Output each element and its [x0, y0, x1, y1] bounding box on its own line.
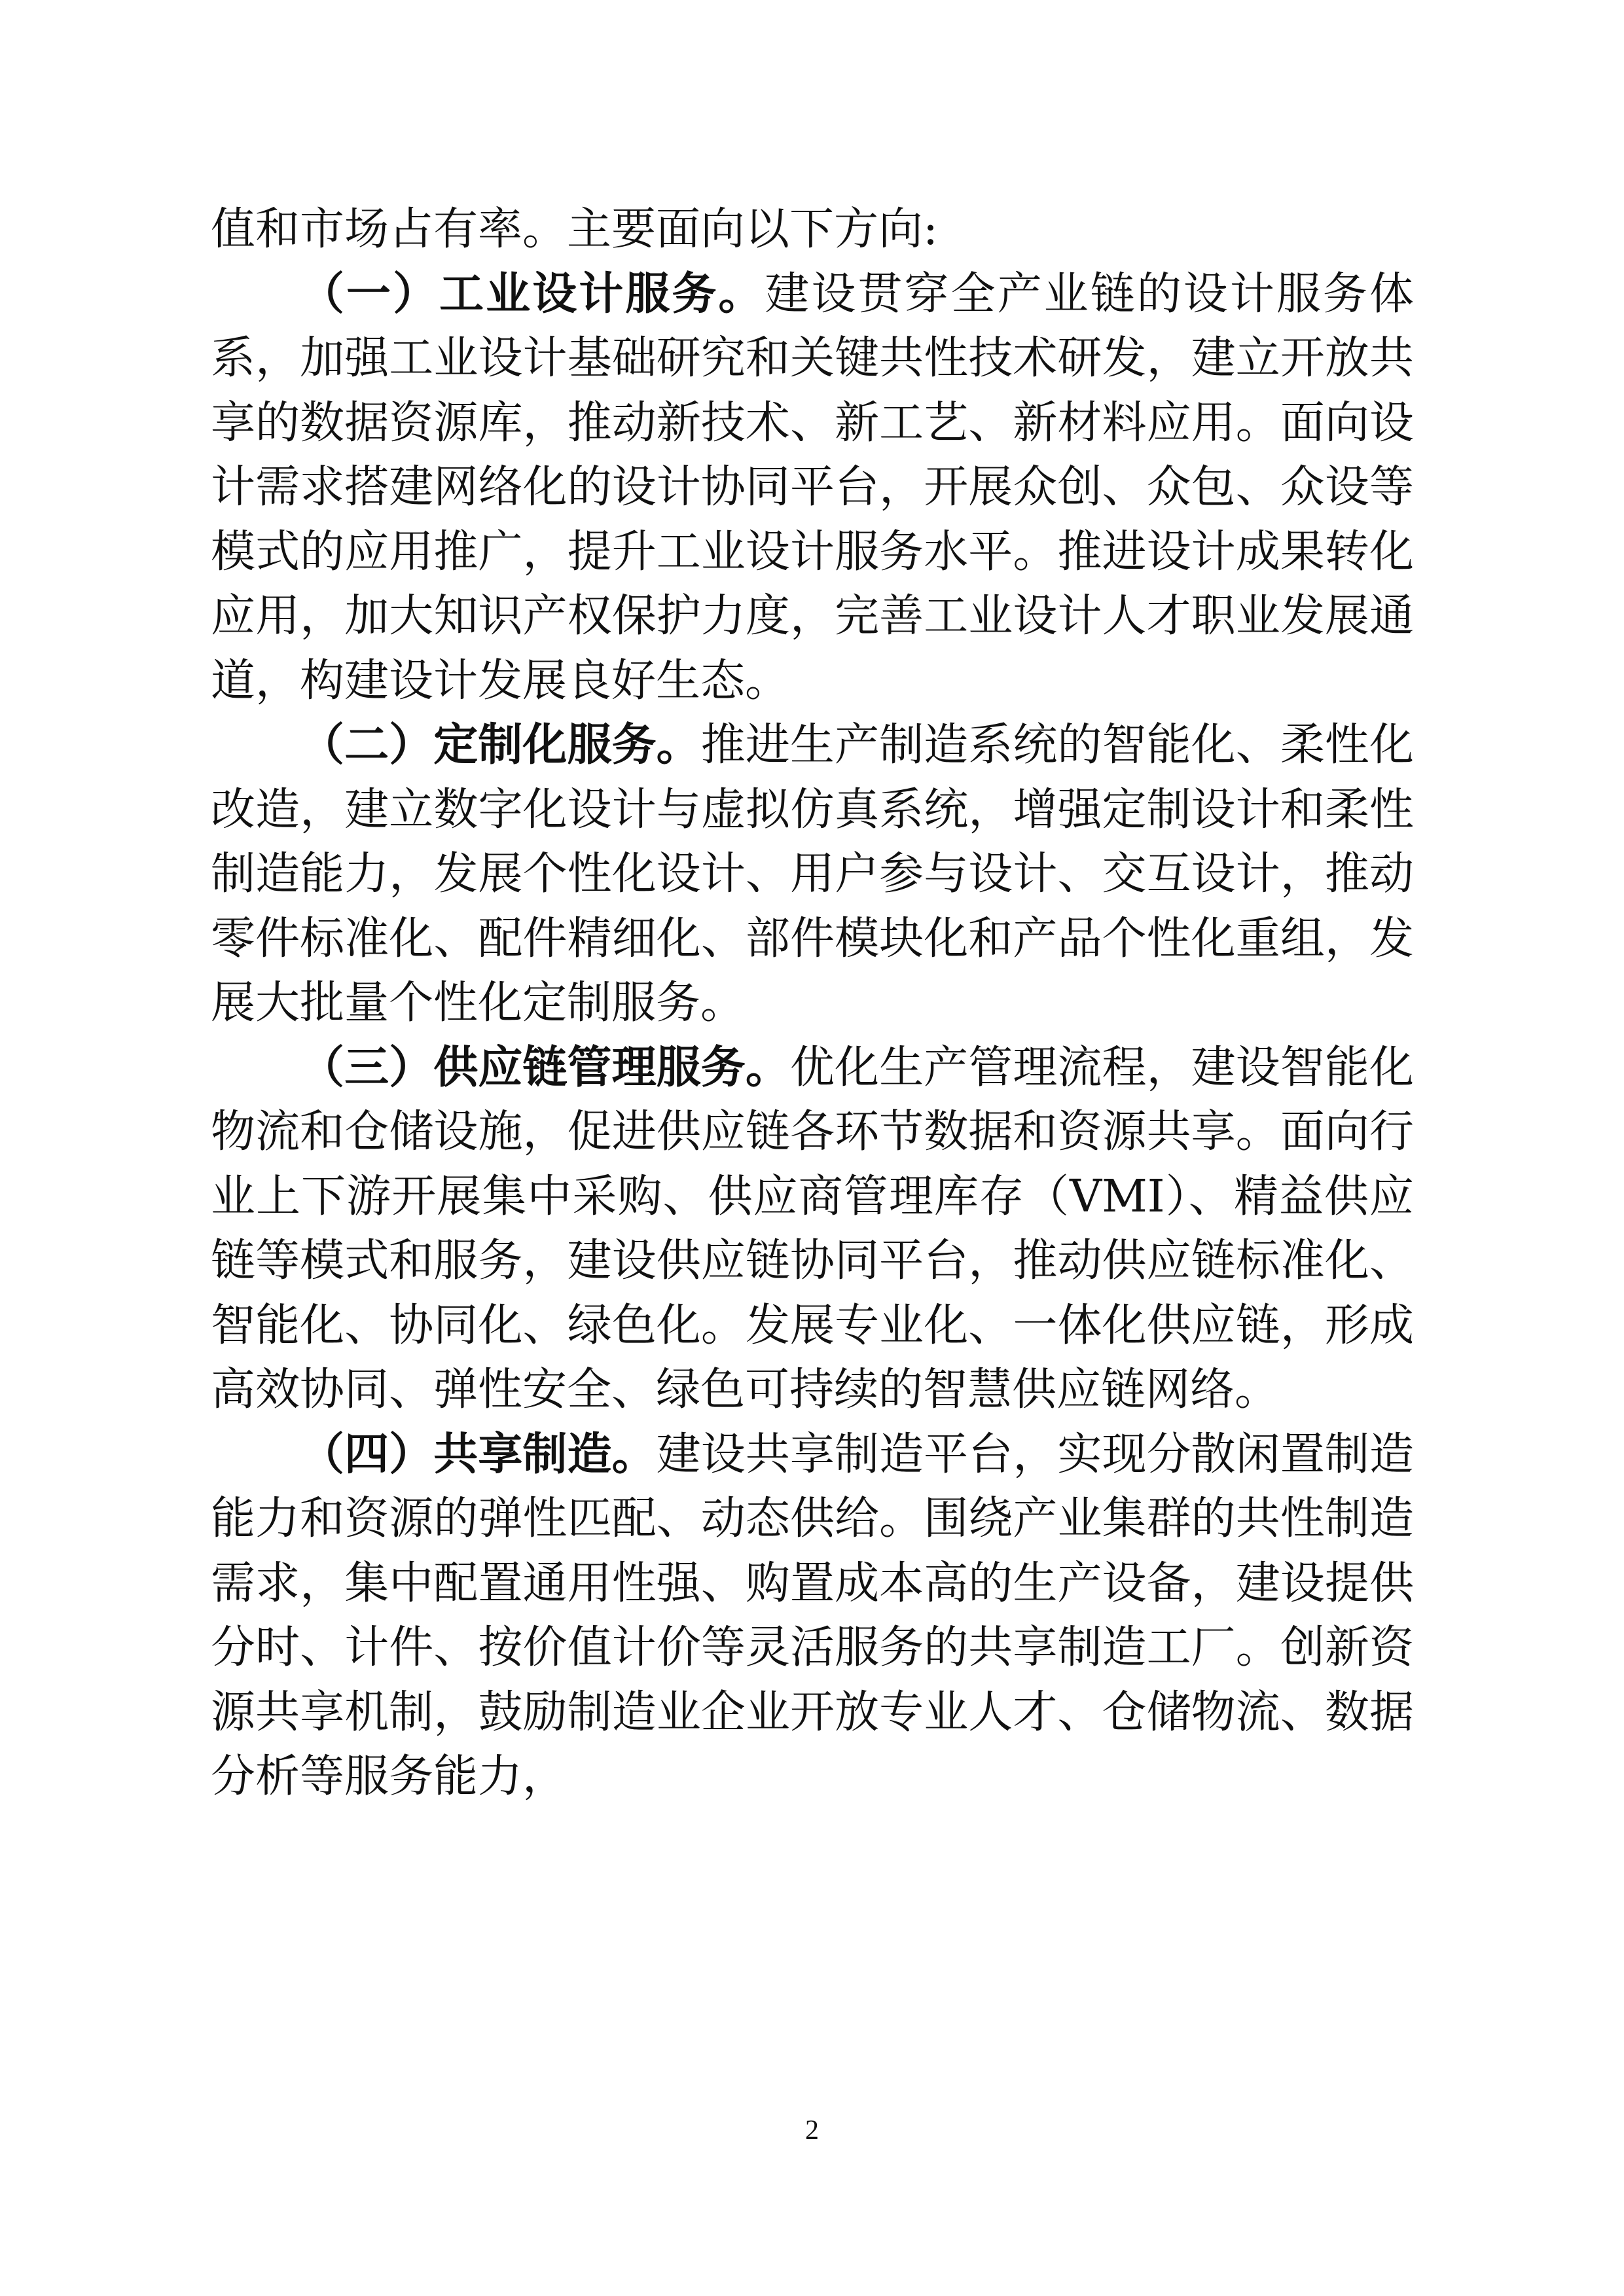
- paragraph-customization: [211, 713, 1414, 1036]
- paragraph-text: 建设共享制造平台，实现分散闲置制造能力和资源的弹性匹配、动态供给。围绕产业集群的共性制造需求，集中配置通用性强、购置成本高的生产设备，建设提供分时、计件、按价值计价等灵活服务的共享制造工厂。创新资源共享机制，鼓励制造业企业开放专业人才、仓储物流、数据分析等服务能力，: [211, 1428, 1414, 1803]
- page-number: 2: [805, 2115, 819, 2145]
- paragraph-text: 推进生产制造系统的智能化、柔性化改造，建立数字化设计与虚拟仿真系统，增强定制设计和柔性制造能力，发展个性化设计、用户参与设计、交互设计，推动零件标准化、配件精细化、部件模块化和产品个性化重组，发展大批量个性化定制服务。: [211, 719, 1414, 1029]
- paragraph-industrial-design: [211, 262, 1414, 714]
- paragraph-heading: （一）工业设计服务。: [300, 268, 765, 320]
- paragraph-text: 值和市场占有率。主要面向以下方向:: [211, 204, 938, 255]
- paragraph-intro: [211, 198, 1414, 262]
- paragraph-heading: （二）定制化服务。: [300, 719, 701, 771]
- paragraph-heading: （三）供应链管理服务。: [300, 1041, 790, 1094]
- paragraph-shared-manufacturing: [211, 1423, 1414, 1810]
- body-text: [211, 198, 1414, 1810]
- paragraph-heading: （四）共享制造。: [300, 1428, 657, 1480]
- paragraph-text: 建设贯穿全产业链的设计服务体系，加强工业设计基础研究和关键共性技术研发，建立开放共享的数据资源库，推动新技术、新工艺、新材料应用。面向设计需求搭建网络化的设计协同平台，开展众创、众包、众设等模式的应用推广，提升工业设计服务水平。推进设计成果转化应用，加大知识产权保护力度，完善工业设计人才职业发展通道，构建设计发展良好生态。: [211, 268, 1414, 707]
- paragraph-text: 优化生产管理流程，建设智能化物流和仓储设施，促进供应链各环节数据和资源共享。面向行业上下游开展集中采购、供应商管理库存（VMI）、精益供应链等模式和服务，建设供应链协同平台，推动供应链标准化、智能化、协同化、绿色化。发展专业化、一体化供应链，形成高效协同、弹性安全、绿色可持续的智慧供应链网络。: [211, 1041, 1414, 1416]
- paragraph-supply-chain: [211, 1036, 1414, 1423]
